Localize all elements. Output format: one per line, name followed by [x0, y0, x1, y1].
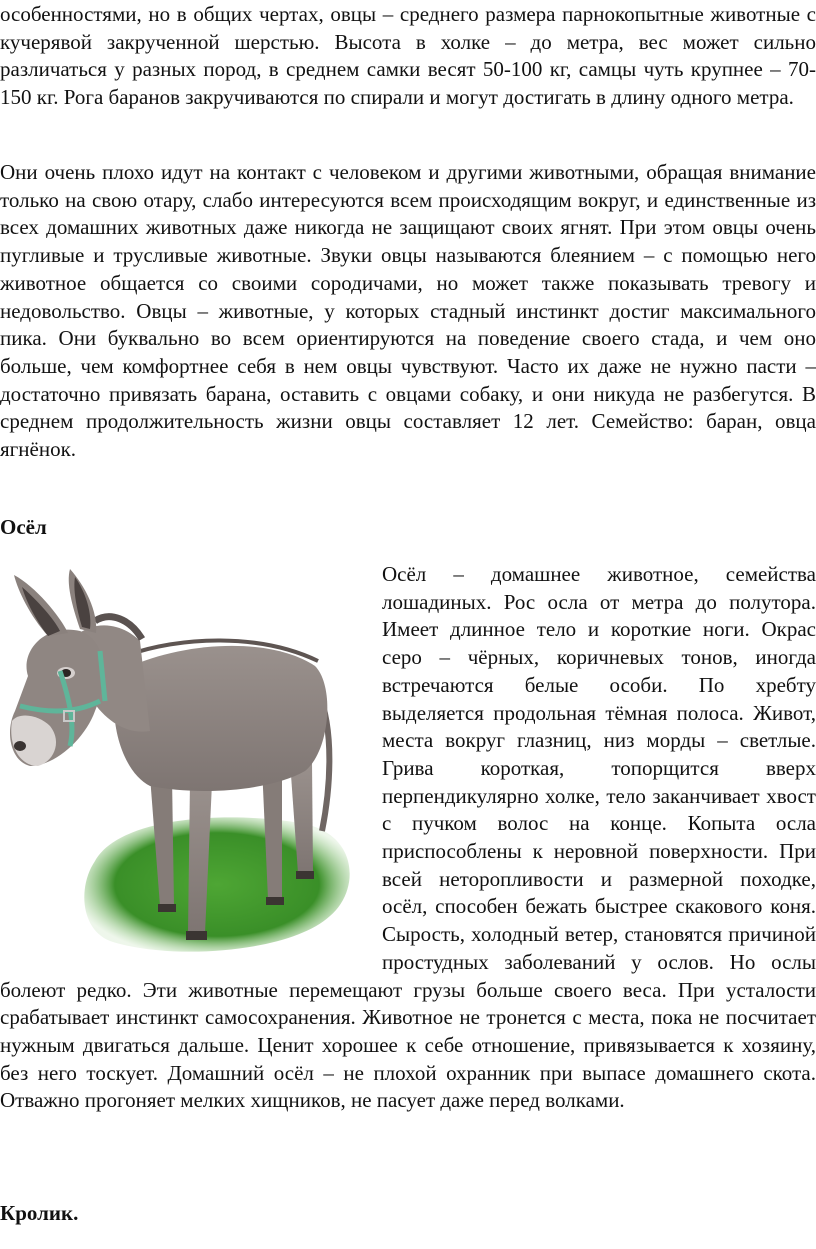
donkey-heading: Осёл	[0, 515, 47, 539]
sheep-intro-paragraph: особенностями, но в общих чертах, овцы – среднего размера парнокопытные животные с кучерявой закрученной шерстью. Высота в холке – до метра, вес может сильно различаться у разных пород, в среднем самки весят 50-100 кг, самцы чуть крупнее – 70-150 кг. Рога баранов закручиваются по спирали и могут достигать в длину одного метра.	[0, 2, 816, 110]
donkey-paragraph: Осёл – домашнее животное, семейства лошадиных. Рос осла от метра до полутора. Имеет длинное тело и короткие ноги. Окрас серо – чёрных, коричневых тонов, иногда встречаются белые особи. По хребту выделяется продольная тёмная полоса. Живот, места вокруг глазниц, низ морды – светлые. Грива короткая, топорщится вверх перпендикулярно холке, тело заканчивает хвост с пучком волос на конце. Копыта осла приспособлены к неровной поверхности. При всей неторопливости и размерной походке, осёл, способен бежать быстрее скакового коня. Сырость, холодный ветер, становятся причиной простудных заболеваний у ослов. Но ослы болеют редко. Эти животные перемещают грузы больше своего веса. При усталости срабатывает инстинкт самосохранения. Животное не тронется с места, пока не посчитает нужным двигаться дальше. Ценит хорошее к себе отношение, привязывается к хозяину, без него тоскует. Домашний осёл – не плохой охранник при выпасе домашнего скота. Отважно прогоняет мелких хищников, не пасует даже перед волками.	[0, 562, 816, 1113]
donkey-section	[0, 561, 816, 1115]
rabbit-heading: Кролик.	[0, 1201, 79, 1225]
sheep-behavior-paragraph: Они очень плохо идут на контакт с человеком и другими животными, обращая внимание только на свою отару, слабо интересуются всем происходящим вокруг, и единственные из всех домашних животных даже никогда не защищают своих ягнят. При этом овцы очень пугливые и трусливые животные. Звуки овцы называются блеянием – с помощью него животное общается со своими сородичами, но может также показывать тревогу и недовольство. Овцы – животные, у которых стадный инстинкт достиг максимального пика. Они буквально во всем ориентируются на поведение своего стада, и чем оно больше, чем комфортнее себя в нем овцы чувствуют. Часто их даже не нужно пасти – достаточно привязать барана, оставить с овцами собаку, и они никуда не разбегутся. В среднем продолжительность жизни овцы составляет 12 лет. Семейство: баран, овца ягнёнок.	[0, 160, 816, 462]
donkey-photo	[0, 561, 372, 969]
